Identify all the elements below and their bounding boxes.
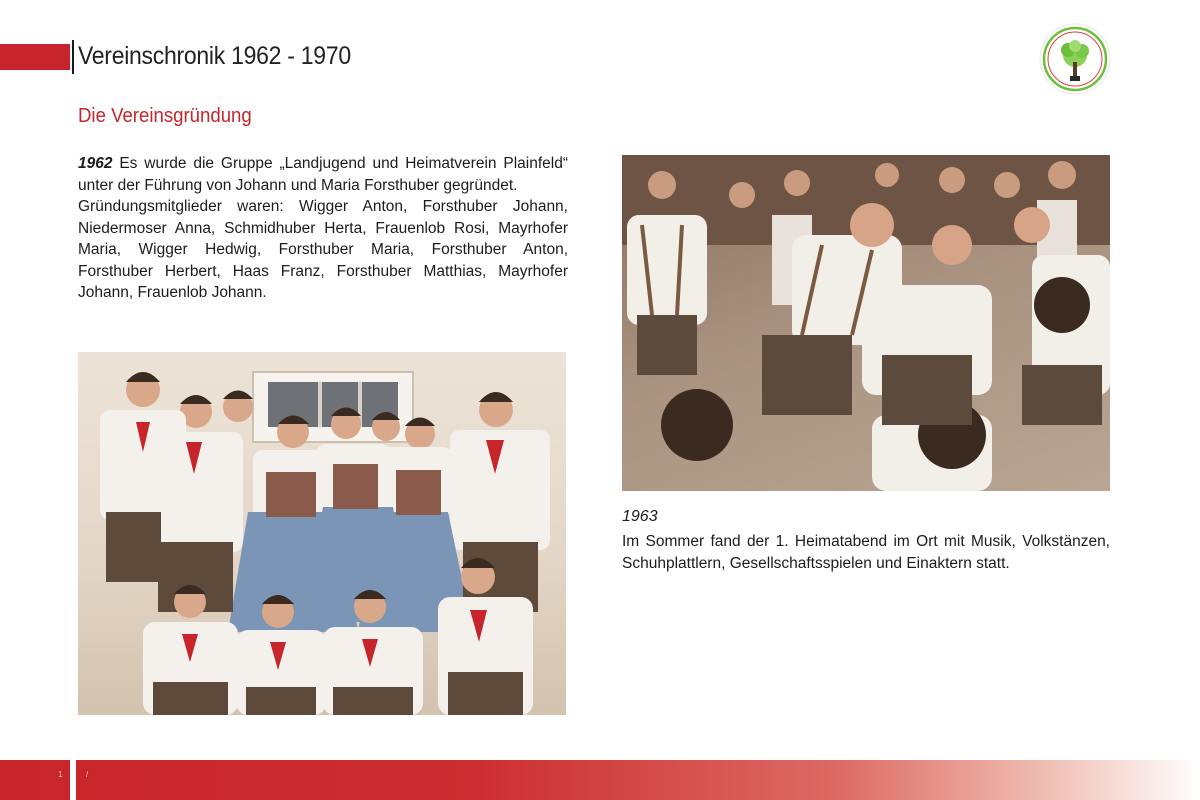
intro-year: 1962 — [78, 155, 113, 172]
section-title: Die Vereinsgründung — [78, 105, 252, 127]
intro-paragraph — [78, 153, 568, 304]
footer-band — [0, 760, 1200, 800]
group-photo — [78, 352, 566, 715]
dance-photo-image — [622, 155, 1110, 491]
group-photo-image — [78, 352, 566, 715]
intro-text: Es wurde die Gruppe „Landjugend und Heimatverein Plainfeld“ unter der Führung von Johann und Maria Forsthuber gegründet. — [78, 155, 568, 194]
caption-text: Im Sommer fand der 1. Heimatabend im Ort mit Musik, Volkstänzen, Schuhplattlern, Gesellschaftsspielen und Einaktern statt. — [622, 533, 1110, 572]
page-mark: / — [86, 770, 89, 779]
header-accent-bar — [0, 44, 70, 70]
page-title: Vereinschronik 1962 - 1970 — [78, 42, 351, 70]
caption-year: 1963 — [622, 508, 658, 525]
title-divider — [72, 40, 74, 74]
dance-photo — [622, 155, 1110, 491]
club-logo-icon — [1038, 22, 1112, 96]
footer-divider — [70, 760, 76, 800]
page-number: 1 — [58, 770, 63, 779]
founding-members-text: Gründungsmitglieder waren: Wigger Anton, Forsthuber Johann, Niedermoser Anna, Schmidhuber Herta, Frauenlob Rosi, Mayrhofer Maria, Wigger Hedwig, Forsthuber Maria, Forsthuber Anton, Forsthuber Herbert, Haas Franz, Forsthuber Matthias, Mayrhofer Johann, Frauenlob Johann. — [78, 198, 568, 301]
